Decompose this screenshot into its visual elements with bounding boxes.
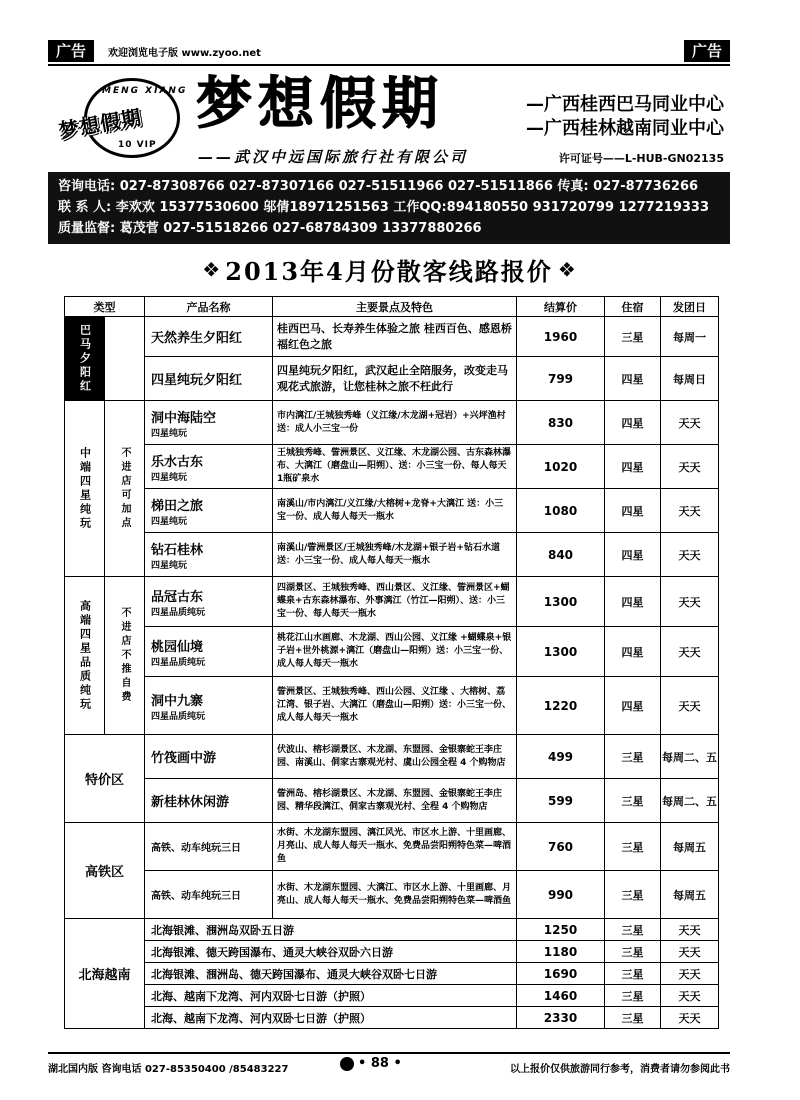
scenic-cell: 南溪山/市内漓江/义江缘/大榕树+龙脊+大漓江 送：小三宝一份、成人每人每天一瓶水	[273, 489, 517, 533]
product-cell	[145, 445, 273, 489]
hotel-cell: 三星	[605, 317, 661, 357]
phone-numbers: 027-87308766 027-87307166 027-51511966 027-51511866 传真: 027-87736266	[119, 179, 699, 194]
logo-ring-text: 梦想假期	[56, 104, 144, 144]
table-row	[65, 1007, 719, 1029]
center-line-1: —广西桂西巴马同业中心	[526, 94, 724, 115]
hotel-cell: 四星	[605, 627, 661, 677]
supervise-label: 质量监督:	[58, 221, 116, 236]
phone-label: 咨询电话:	[58, 179, 116, 194]
table-row	[65, 317, 719, 357]
departure-cell: 每周五	[661, 871, 719, 919]
product-subtitle: 四星纯玩	[151, 516, 188, 527]
category-cell	[65, 317, 105, 401]
hotel-cell: 三星	[605, 941, 661, 963]
hotel-cell: 三星	[605, 871, 661, 919]
routes-table	[64, 296, 719, 1029]
price-cell: 1250	[517, 919, 605, 941]
hotel-cell: 四星	[605, 489, 661, 533]
logo-ring-top: MENG XIANG	[102, 86, 188, 96]
top-slogan: 欢迎浏览电子版 www.zyoo.net	[108, 48, 261, 59]
departure-cell: 天天	[661, 627, 719, 677]
diamond-icon: ❖	[557, 257, 576, 282]
departure-cell: 天天	[661, 577, 719, 627]
departure-cell: 天天	[661, 489, 719, 533]
departure-cell: 天天	[661, 533, 719, 577]
hotel-cell: 三星	[605, 779, 661, 823]
diamond-icon: ❖	[202, 257, 221, 282]
page-title-text: 2013年4月份散客线路报价	[225, 257, 553, 286]
scenic-cell: 訾洲岛、榕杉湖景区、木龙湖、东盟园、金银寨蛇王李庄园、精华段漓江、侗家古寨观光村、全程 4 个购物店	[273, 779, 517, 823]
product-name: 北海、越南下龙湾、河内双卧七日游（护照）	[145, 985, 517, 1007]
price-cell: 1020	[517, 445, 605, 489]
table-row	[65, 919, 719, 941]
product-name: 梯田之旅	[151, 498, 204, 514]
price-cell: 1080	[517, 489, 605, 533]
price-cell: 1300	[517, 577, 605, 627]
product-subtitle: 四星纯玩	[151, 428, 188, 439]
product-name: 新桂林休闲游	[145, 779, 273, 823]
scenic-cell: 王城独秀峰、訾洲景区、义江缘、木龙湖公园、古东森林瀑布、大漓江（磨盘山—阳朔）、送：小三宝一份、每人每天1瓶矿泉水	[273, 445, 517, 489]
departure-cell: 每周日	[661, 357, 719, 401]
brand-title: 梦想假期	[196, 71, 444, 137]
logo-badge	[56, 76, 206, 166]
departure-cell: 天天	[661, 963, 719, 985]
product-name: 天然养生夕阳红	[145, 317, 273, 357]
contact-row	[58, 197, 720, 218]
page-logo-icon	[340, 1057, 354, 1071]
table-row	[65, 735, 719, 779]
scenic-cell: 水街、木龙湖东盟园、漓江风光、市区水上游、十里画廊、月亮山、成人每人每天一瓶水、免费品尝阳朔特色菜—啤酒鱼	[273, 823, 517, 871]
header	[48, 64, 730, 170]
logo-ring-bottom: 10 VIP	[118, 140, 157, 150]
product-name: 竹筏画中游	[145, 735, 273, 779]
contact-block	[48, 172, 730, 244]
price-cell: 840	[517, 533, 605, 577]
product-cell	[145, 533, 273, 577]
footer-left: 湖北国内版 咨询电话 027-85350400 /85483227	[48, 1064, 289, 1075]
departure-cell: 天天	[661, 445, 719, 489]
product-name: 洞中九寨	[151, 693, 204, 709]
table-row	[65, 963, 719, 985]
departure-cell: 天天	[661, 985, 719, 1007]
departure-cell: 每周二、五	[661, 735, 719, 779]
footer-disclaimer: 以上报价仅供旅游同行参考，消费者请勿参阅此书	[510, 1064, 730, 1075]
footer	[48, 1052, 730, 1076]
category-label: 高铁区	[65, 823, 145, 919]
table-row	[65, 871, 719, 919]
ad-label-right: 广告	[684, 40, 730, 62]
page-title	[48, 252, 730, 292]
category-label: 特价区	[65, 735, 145, 823]
hotel-cell: 四星	[605, 357, 661, 401]
scenic-cell: 水街、木龙湖东盟园、大漓江、市区水上游、十里画廊、月亮山、成人每人每天一瓶水、免费品尝阳朔特色菜—啤酒鱼	[273, 871, 517, 919]
hotel-cell: 四星	[605, 445, 661, 489]
category-side-label: 不进店可加点	[119, 446, 130, 531]
price-cell: 499	[517, 735, 605, 779]
product-subtitle: 四星纯玩	[151, 472, 188, 483]
departure-cell: 天天	[661, 401, 719, 445]
table-row	[65, 627, 719, 677]
category-side-cell	[105, 317, 145, 401]
price-cell: 830	[517, 401, 605, 445]
table-row	[65, 779, 719, 823]
price-cell: 1180	[517, 941, 605, 963]
price-cell: 599	[517, 779, 605, 823]
product-subtitle: 四星品质纯玩	[151, 657, 206, 668]
price-cell: 1300	[517, 627, 605, 677]
price-cell: 1460	[517, 985, 605, 1007]
product-name: 品冠古东	[151, 589, 204, 605]
scenic-cell: 桂西巴马、长寿养生体验之旅 桂西百色、感恩桥福红色之旅	[273, 317, 517, 357]
product-name: 北海银滩、涠洲岛、德天跨国瀑布、通灵大峡谷双卧七日游	[145, 963, 517, 985]
category-cell	[65, 577, 105, 735]
category-side-label: 不进店不推自费	[119, 606, 130, 705]
product-name: 四星纯玩夕阳红	[145, 357, 273, 401]
category-label: 巴马夕阳红	[78, 323, 92, 394]
supervise-row	[58, 218, 720, 239]
table-row	[65, 533, 719, 577]
table-row	[65, 941, 719, 963]
agency-name: ——武汉中远国际旅行社有限公司	[198, 148, 469, 166]
category-side-cell	[105, 401, 145, 577]
product-cell	[145, 627, 273, 677]
hotel-cell: 四星	[605, 677, 661, 735]
product-name: 高铁、动车纯玩三日	[145, 871, 273, 919]
hotel-cell: 三星	[605, 985, 661, 1007]
hotel-cell: 三星	[605, 735, 661, 779]
table-row	[65, 489, 719, 533]
departure-cell: 天天	[661, 941, 719, 963]
header-hotel: 住宿	[605, 297, 661, 317]
product-cell	[145, 677, 273, 735]
table-row	[65, 823, 719, 871]
product-subtitle: 四星纯玩	[151, 560, 188, 571]
scenic-cell: 訾洲景区、王城独秀峰、西山公园、义江缘 、大榕树、荔江湾、银子岩、大漓江（磨盘山—阳朔）送：小三宝一份、成人每人每天一瓶水	[273, 677, 517, 735]
header-departure: 发团日	[661, 297, 719, 317]
header-product: 产品名称	[145, 297, 273, 317]
top-bar	[48, 40, 730, 64]
table-row	[65, 985, 719, 1007]
product-name: 北海银滩、德天跨国瀑布、通灵大峡谷双卧六日游	[145, 941, 517, 963]
category-label: 中端四星纯玩	[78, 446, 92, 531]
category-cell	[65, 401, 105, 577]
product-name: 北海银滩、涠洲岛双卧五日游	[145, 919, 517, 941]
table-row	[65, 357, 719, 401]
product-subtitle: 四星品质纯玩	[151, 711, 206, 722]
hotel-cell: 三星	[605, 823, 661, 871]
departure-cell: 天天	[661, 677, 719, 735]
departure-cell: 天天	[661, 919, 719, 941]
hotel-cell: 三星	[605, 1007, 661, 1029]
center-line-2: —广西桂林越南同业中心	[526, 118, 724, 139]
price-cell: 760	[517, 823, 605, 871]
category-side-cell	[105, 577, 145, 735]
category-label: 高端四星品质纯玩	[78, 599, 92, 712]
departure-cell: 天天	[661, 1007, 719, 1029]
price-cell: 1690	[517, 963, 605, 985]
product-cell	[145, 577, 273, 627]
header-price: 结算价	[517, 297, 605, 317]
header-type: 类型	[65, 297, 145, 317]
hotel-cell: 四星	[605, 577, 661, 627]
product-name: 桃园仙境	[151, 639, 204, 655]
license-number: 许可证号——L-HUB-GN02135	[558, 152, 724, 165]
departure-cell: 每周五	[661, 823, 719, 871]
ad-label-left: 广告	[48, 40, 94, 62]
scenic-cell: 四星纯玩夕阳红，武汉起止全陪服务，改变走马观花式旅游，让您桂林之旅不枉此行	[273, 357, 517, 401]
product-name: 高铁、动车纯玩三日	[145, 823, 273, 871]
hotel-cell: 四星	[605, 533, 661, 577]
hotel-cell: 三星	[605, 919, 661, 941]
product-cell	[145, 489, 273, 533]
price-cell: 799	[517, 357, 605, 401]
category-label: 北海越南	[65, 919, 145, 1029]
departure-cell: 每周一	[661, 317, 719, 357]
contact-persons: 李欢欢 15377530600 邬倩18971251563 工作QQ:894180550 931720799 1277219333	[115, 200, 709, 215]
departure-cell: 每周二、五	[661, 779, 719, 823]
scenic-cell: 桃花江山水画廊、木龙湖、西山公园、义江缘 +蝴蝶泉+银子岩+世外桃源+漓江（磨盘山—阳朔）送：小三宝一份、成人每人每天一瓶水	[273, 627, 517, 677]
price-cell: 1960	[517, 317, 605, 357]
hotel-cell: 四星	[605, 401, 661, 445]
supervise-contacts: 葛茂菅 027-51518266 027-68784309 13377880266	[119, 221, 482, 236]
product-cell	[145, 401, 273, 445]
scenic-cell: 伏波山、榕杉湖景区、木龙湖、东盟园、金银寨蛇王李庄园、南溪山、侗家古寨观光村、虞山公园全程 4 个购物店	[273, 735, 517, 779]
price-cell: 1220	[517, 677, 605, 735]
contact-label: 联 系 人:	[58, 200, 112, 215]
price-cell: 2330	[517, 1007, 605, 1029]
product-subtitle: 四星品质纯玩	[151, 607, 206, 618]
scenic-cell: 四湖景区、王城独秀峰、西山景区、义江缘、訾洲景区+蝴蝶泉+古东森林瀑布、外事漓江（竹江—阳朔）、送：小三宝一份、每人每天一瓶水	[273, 577, 517, 627]
price-cell: 990	[517, 871, 605, 919]
scenic-cell: 市内漓江/王城独秀峰（义江缘/木龙湖+冠岩）+兴坪渔村 送：成人小三宝一份	[273, 401, 517, 445]
table-row	[65, 445, 719, 489]
table-row	[65, 677, 719, 735]
header-scenic: 主要景点及特色	[273, 297, 517, 317]
table-row	[65, 577, 719, 627]
hotel-cell: 三星	[605, 963, 661, 985]
product-name: 钻石桂林	[151, 542, 204, 558]
product-name: 洞中海陆空	[151, 410, 217, 426]
page-number	[340, 1056, 402, 1071]
table-header-row	[65, 297, 719, 317]
page-number-text: • 88 •	[358, 1056, 402, 1071]
phone-row	[58, 176, 720, 197]
scenic-cell: 南溪山/訾洲景区/王城独秀峰/木龙湖+银子岩+钻石水道 送：小三宝一份、成人每人每天一瓶水	[273, 533, 517, 577]
product-name: 北海、越南下龙湾、河内双卧七日游（护照）	[145, 1007, 517, 1029]
product-name: 乐水古东	[151, 454, 204, 470]
table-row	[65, 401, 719, 445]
